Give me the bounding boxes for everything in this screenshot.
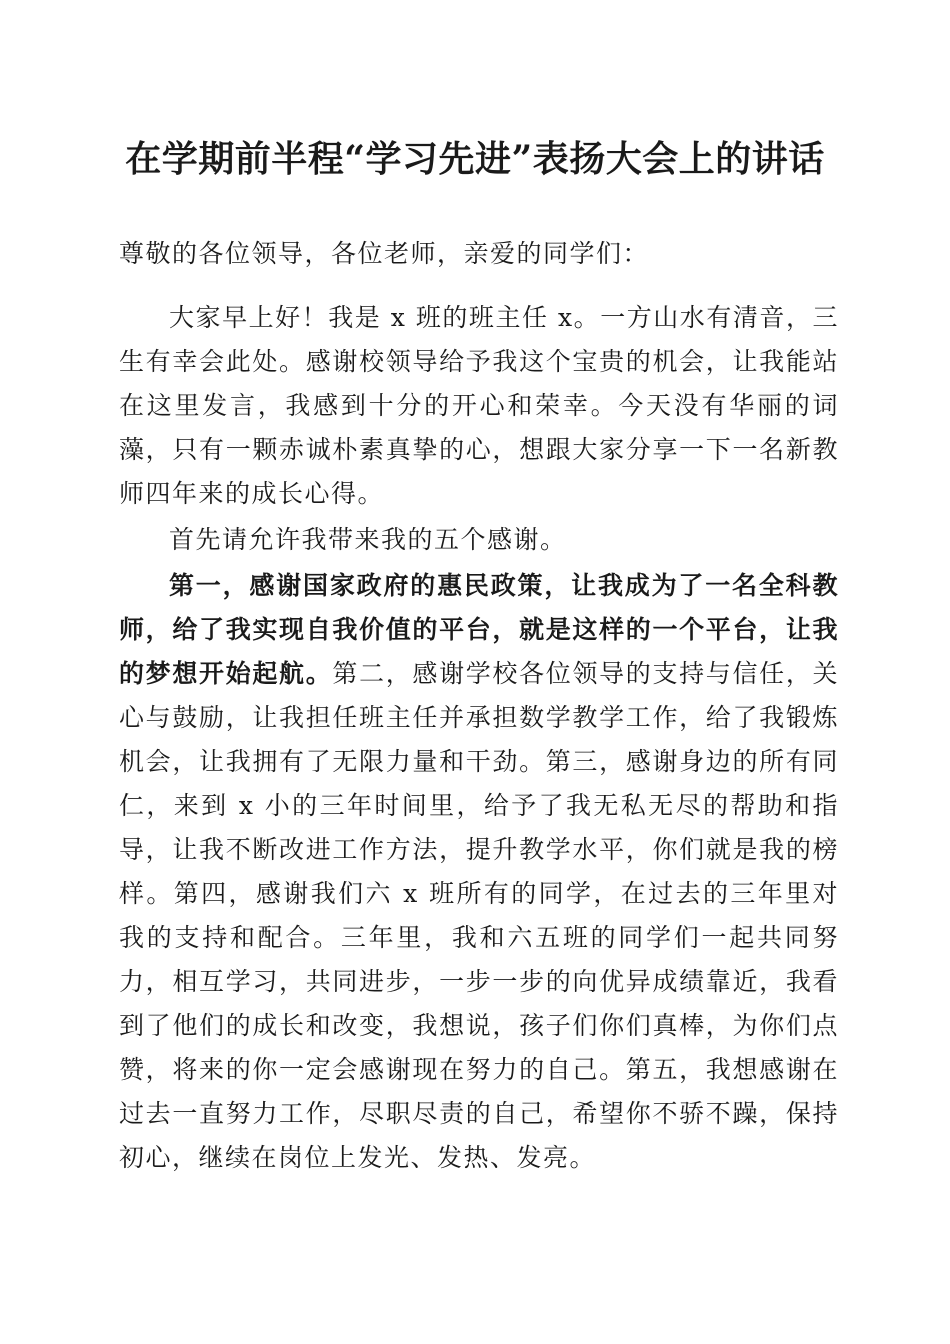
document-body	[119, 232, 839, 1180]
salutation: 尊敬的各位领导，各位老师，亲爱的同学们：	[119, 239, 650, 268]
paragraph-five-thanks	[119, 564, 839, 1180]
remaining-thanks-text: 第二，感谢学校各位领导的支持与信任，关心与鼓励，让我担任班主任并承担数学教学工作，给了我锻炼机会，让我拥有了无限力量和干劲。第三，感谢身边的所有同仁，来到 x 小的三年时间里，给予了我无私无尽的帮助和指导，让我不断改进工作方法，提升教学水平，你们就是我的榜样。第四，感谢我们六 x 班所有的同学，在过去的三年里对我的支持和配合。三年里，我和六五班的同学们一起共同努力，相互学习，共同进步，一步一步的向优异成绩靠近，我看到了他们的成长和改变，我想说，孩子们你们真棒，为你们点赞，将来的你一定会感谢现在努力的自己。第五，我想感谢在过去一直努力工作，尽职尽责的自己，希望你不骄不躁，保持初心，继续在岗位上发光、发热、发亮。	[119, 659, 839, 1172]
paragraph-greeting: 大家早上好！我是 x 班的班主任 x。一方山水有清音，三生有幸会此处。感谢校领导给予我这个宝贵的机会，让我能站在这里发言，我感到十分的开心和荣幸。今天没有华丽的词藻，只有一颗赤诚朴素真挚的心，想跟大家分享一下一名新教师四年来的成长心得。	[119, 303, 839, 508]
paragraph-intro-thanks: 首先请允许我带来我的五个感谢。	[169, 525, 567, 554]
document-title: 在学期前半程“学习先进”表扬大会上的讲话	[125, 138, 825, 180]
first-thanks-text: 第一，感谢国家政府的惠民政策，让我成为了一名全科教师，给了我实现自我价值的平台，就是这样的一个平台，让我的梦想开始起航。	[119, 571, 839, 688]
